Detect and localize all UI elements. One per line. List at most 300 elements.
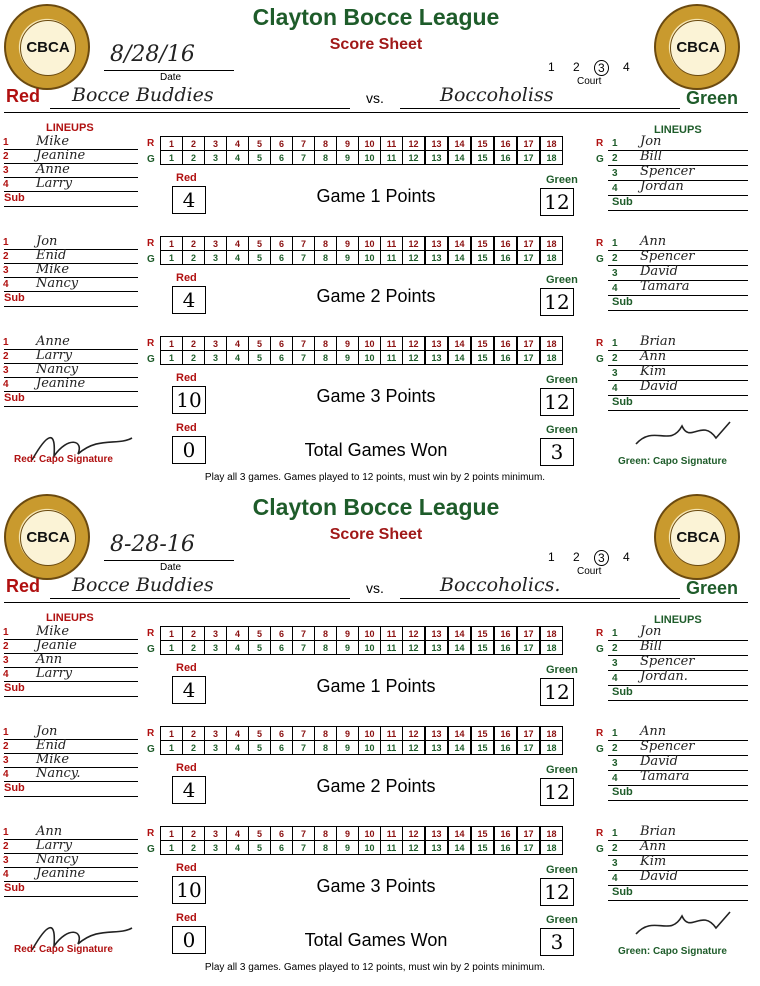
- score-cell[interactable]: 10: [359, 351, 381, 365]
- lineup-line: [4, 163, 138, 164]
- score-cell[interactable]: 17: [517, 741, 540, 755]
- score-cell[interactable]: 18: [540, 741, 563, 755]
- score-cell[interactable]: 3: [205, 641, 227, 655]
- score-cell[interactable]: 12: [403, 627, 426, 641]
- score-cell[interactable]: 9: [337, 827, 359, 841]
- league-title: Clayton Bocce League: [252, 4, 500, 30]
- score-cell[interactable]: 15: [471, 337, 494, 351]
- green-row-label: G: [147, 254, 155, 265]
- score-cell[interactable]: 5: [249, 237, 271, 251]
- score-cell[interactable]: 7: [293, 827, 315, 841]
- lineup-line: [4, 753, 138, 754]
- score-cell[interactable]: 8: [315, 641, 337, 655]
- score-cell[interactable]: 11: [381, 151, 403, 165]
- score-cell[interactable]: 8: [315, 627, 337, 641]
- score-cell[interactable]: 10: [359, 337, 381, 351]
- score-cell[interactable]: 3: [205, 841, 227, 855]
- green-row-label: G: [596, 154, 604, 165]
- score-cell[interactable]: 10: [359, 827, 381, 841]
- red-lineup-number: 1: [3, 337, 9, 348]
- score-cell[interactable]: 17: [517, 351, 540, 365]
- court-number: 3: [594, 60, 609, 76]
- lineup-line: [608, 640, 748, 641]
- score-cell[interactable]: 2: [183, 841, 205, 855]
- green-sub-label: Sub: [612, 396, 633, 408]
- score-cell[interactable]: 6: [271, 627, 293, 641]
- score-cell[interactable]: 11: [381, 841, 403, 855]
- cbca-logo-left: [4, 494, 90, 580]
- red-player-name: Mike: [36, 262, 70, 277]
- score-cell[interactable]: 6: [271, 727, 293, 741]
- score-cell[interactable]: 17: [517, 841, 540, 855]
- score-cell[interactable]: 16: [494, 237, 517, 251]
- score-cell[interactable]: 16: [494, 727, 517, 741]
- red-row-label: R: [147, 828, 155, 839]
- court-number: 1: [548, 550, 555, 564]
- green-player-name: Bill: [640, 149, 663, 164]
- score-cell[interactable]: 8: [315, 337, 337, 351]
- score-cell[interactable]: 15: [471, 251, 494, 265]
- score-cell[interactable]: 14: [448, 641, 471, 655]
- score-cell[interactable]: 15: [471, 151, 494, 165]
- score-cell[interactable]: 18: [540, 137, 563, 151]
- score-cell[interactable]: 4: [227, 827, 249, 841]
- green-player-name: Ann: [640, 234, 667, 249]
- score-cell[interactable]: 6: [271, 251, 293, 265]
- score-cell[interactable]: 1: [161, 841, 183, 855]
- score-cell[interactable]: 13: [425, 251, 448, 265]
- red-sub-label: Sub: [4, 192, 25, 204]
- red-lineup-number: 3: [3, 755, 9, 766]
- score-cell[interactable]: 14: [448, 827, 471, 841]
- score-cell[interactable]: 7: [293, 337, 315, 351]
- game-points-label: Game 2 Points: [316, 286, 436, 306]
- score-cell[interactable]: 8: [315, 741, 337, 755]
- score-cell[interactable]: 13: [425, 151, 448, 165]
- score-cell[interactable]: 3: [205, 151, 227, 165]
- score-cell[interactable]: 6: [271, 351, 293, 365]
- score-cell[interactable]: 11: [381, 337, 403, 351]
- cbca-logo-right: [654, 494, 740, 580]
- score-cell[interactable]: 10: [359, 641, 381, 655]
- score-sheet: [0, 490, 760, 980]
- score-cell[interactable]: 1: [161, 137, 183, 151]
- score-cell[interactable]: 7: [293, 741, 315, 755]
- score-cell[interactable]: 9: [337, 841, 359, 855]
- score-cell[interactable]: 14: [448, 251, 471, 265]
- score-cell[interactable]: 2: [183, 337, 205, 351]
- score-cell[interactable]: 14: [448, 841, 471, 855]
- green-row-label: G: [147, 354, 155, 365]
- score-cell[interactable]: 13: [425, 641, 448, 655]
- score-cell[interactable]: 7: [293, 641, 315, 655]
- green-lineup-number: 4: [612, 673, 618, 684]
- green-capo-signature: [630, 414, 740, 459]
- score-cell[interactable]: 12: [403, 351, 426, 365]
- red-sub-label: Sub: [4, 392, 25, 404]
- score-cell[interactable]: 5: [249, 137, 271, 151]
- score-cell[interactable]: 8: [315, 137, 337, 151]
- red-player-name: Jeanie: [36, 638, 77, 653]
- score-cell[interactable]: 2: [183, 827, 205, 841]
- score-cell[interactable]: 10: [359, 841, 381, 855]
- score-cell[interactable]: 7: [293, 727, 315, 741]
- red-player-name: Nancy: [36, 852, 79, 867]
- score-cell[interactable]: 12: [403, 137, 426, 151]
- score-cell[interactable]: 18: [540, 337, 563, 351]
- score-cell[interactable]: 5: [249, 741, 271, 755]
- score-cell[interactable]: 11: [381, 641, 403, 655]
- score-cell[interactable]: 12: [403, 641, 426, 655]
- score-cell[interactable]: 1: [161, 827, 183, 841]
- score-cell[interactable]: 15: [471, 351, 494, 365]
- score-cell[interactable]: 5: [249, 841, 271, 855]
- score-cell[interactable]: 16: [494, 251, 517, 265]
- score-cell[interactable]: 11: [381, 627, 403, 641]
- score-cell[interactable]: 18: [540, 641, 563, 655]
- score-cell[interactable]: 1: [161, 337, 183, 351]
- score-cell[interactable]: 18: [540, 351, 563, 365]
- score-cell[interactable]: 15: [471, 137, 494, 151]
- score-cell[interactable]: 2: [183, 641, 205, 655]
- score-cell[interactable]: 2: [183, 251, 205, 265]
- score-cell[interactable]: 6: [271, 827, 293, 841]
- green-sig-label: Green: Capo Signature: [618, 946, 727, 957]
- lineup-line: [608, 210, 748, 211]
- green-sub-label: Sub: [612, 686, 633, 698]
- green-player-name: Ann: [640, 724, 667, 739]
- score-cell[interactable]: 1: [161, 727, 183, 741]
- red-row-label: R: [147, 138, 155, 149]
- lineup-line: [608, 800, 748, 801]
- score-cell[interactable]: 14: [448, 151, 471, 165]
- green-lineup-number: 2: [612, 353, 618, 364]
- score-cell[interactable]: 11: [381, 137, 403, 151]
- score-cell[interactable]: 1: [161, 627, 183, 641]
- green-lineup-number: 3: [612, 858, 618, 869]
- green-sig-label: Green: Capo Signature: [618, 456, 727, 467]
- score-cell[interactable]: 6: [271, 741, 293, 755]
- score-cell[interactable]: 17: [517, 827, 540, 841]
- score-cell[interactable]: 9: [337, 151, 359, 165]
- score-cell[interactable]: 9: [337, 741, 359, 755]
- score-cell[interactable]: 3: [205, 741, 227, 755]
- score-cell[interactable]: 3: [205, 251, 227, 265]
- green-lineup-number: 1: [612, 728, 618, 739]
- score-cell[interactable]: 17: [517, 237, 540, 251]
- red-player-name: Ann: [36, 652, 63, 667]
- score-cell[interactable]: 6: [271, 641, 293, 655]
- court-number: 4: [623, 60, 630, 74]
- score-cell[interactable]: 14: [448, 337, 471, 351]
- red-game-score: 4: [172, 186, 206, 214]
- red-lineup-number: 2: [3, 251, 9, 262]
- score-cell[interactable]: 17: [517, 151, 540, 165]
- score-cell[interactable]: 16: [494, 641, 517, 655]
- score-cell[interactable]: 11: [381, 727, 403, 741]
- lineup-line: [4, 796, 138, 797]
- score-cell[interactable]: 9: [337, 727, 359, 741]
- score-cell[interactable]: 5: [249, 251, 271, 265]
- score-cell[interactable]: 10: [359, 741, 381, 755]
- score-cell[interactable]: 9: [337, 351, 359, 365]
- score-cell[interactable]: 5: [249, 151, 271, 165]
- red-lineup-number: 4: [3, 279, 9, 290]
- score-cell[interactable]: 10: [359, 727, 381, 741]
- game-points-label: Game 2 Points: [316, 776, 436, 796]
- score-cell[interactable]: 4: [227, 351, 249, 365]
- score-cell[interactable]: 12: [403, 251, 426, 265]
- score-cell[interactable]: 14: [448, 137, 471, 151]
- score-cell[interactable]: 13: [425, 351, 448, 365]
- score-cell[interactable]: 17: [517, 251, 540, 265]
- score-cell[interactable]: 14: [448, 727, 471, 741]
- score-cell[interactable]: 2: [183, 627, 205, 641]
- score-cell[interactable]: 4: [227, 841, 249, 855]
- score-cell[interactable]: 7: [293, 237, 315, 251]
- score-cell[interactable]: 7: [293, 151, 315, 165]
- court-number: 4: [623, 550, 630, 564]
- red-total-label: Red: [176, 912, 197, 924]
- score-cell[interactable]: 16: [494, 841, 517, 855]
- score-cell[interactable]: 9: [337, 337, 359, 351]
- rules-text: Play all 3 games. Games played to 12 points, must win by 2 points minimum.: [204, 472, 546, 483]
- score-cell[interactable]: 9: [337, 137, 359, 151]
- green-lineup-number: 3: [612, 658, 618, 669]
- score-cell[interactable]: 18: [540, 251, 563, 265]
- score-cell[interactable]: 6: [271, 151, 293, 165]
- score-cell[interactable]: 10: [359, 237, 381, 251]
- score-cell[interactable]: 16: [494, 137, 517, 151]
- score-cell[interactable]: 1: [161, 641, 183, 655]
- score-cell[interactable]: 6: [271, 337, 293, 351]
- score-cell[interactable]: 16: [494, 827, 517, 841]
- score-cell[interactable]: 12: [403, 237, 426, 251]
- score-cell[interactable]: 9: [337, 627, 359, 641]
- score-cell[interactable]: 8: [315, 237, 337, 251]
- score-cell[interactable]: 9: [337, 251, 359, 265]
- score-cell[interactable]: 3: [205, 727, 227, 741]
- score-cell[interactable]: 1: [161, 351, 183, 365]
- score-cell[interactable]: 11: [381, 351, 403, 365]
- green-player-name: Tamara: [640, 769, 690, 784]
- green-game-score: 12: [540, 678, 574, 706]
- cbca-logo-left: [4, 4, 90, 90]
- red-games-won: 0: [172, 926, 206, 954]
- score-cell[interactable]: 11: [381, 237, 403, 251]
- red-score-label: Red: [176, 762, 197, 774]
- score-cell[interactable]: 15: [471, 727, 494, 741]
- score-cell[interactable]: 5: [249, 351, 271, 365]
- score-cell[interactable]: 12: [403, 337, 426, 351]
- score-cell[interactable]: 11: [381, 741, 403, 755]
- score-cell[interactable]: 13: [425, 237, 448, 251]
- score-cell[interactable]: 5: [249, 827, 271, 841]
- score-cell[interactable]: 18: [540, 151, 563, 165]
- score-cell[interactable]: 12: [403, 727, 426, 741]
- red-player-name: Larry: [36, 838, 73, 853]
- score-cell[interactable]: 7: [293, 627, 315, 641]
- green-score-label: Green: [546, 274, 578, 286]
- score-cell[interactable]: 15: [471, 641, 494, 655]
- score-cell[interactable]: 5: [249, 727, 271, 741]
- score-cell[interactable]: 17: [517, 137, 540, 151]
- score-cell[interactable]: 9: [337, 641, 359, 655]
- score-cell[interactable]: 5: [249, 337, 271, 351]
- score-cell[interactable]: 4: [227, 727, 249, 741]
- green-lineup-number: 1: [612, 238, 618, 249]
- green-lineup-number: 1: [612, 338, 618, 349]
- score-cell[interactable]: 13: [425, 727, 448, 741]
- red-player-name: Enid: [36, 248, 67, 263]
- score-cell[interactable]: 8: [315, 251, 337, 265]
- green-capo-signature: [630, 904, 740, 949]
- green-total-label: Green: [546, 914, 578, 926]
- green-player-name: Spencer: [640, 249, 695, 264]
- score-cell[interactable]: 4: [227, 151, 249, 165]
- score-cell[interactable]: 7: [293, 137, 315, 151]
- score-cell[interactable]: 13: [425, 137, 448, 151]
- score-cell[interactable]: 17: [517, 641, 540, 655]
- green-lineups-label: LINEUPS: [654, 124, 702, 136]
- score-cell[interactable]: 16: [494, 627, 517, 641]
- red-player-name: Anne: [36, 162, 70, 177]
- score-cell[interactable]: 8: [315, 151, 337, 165]
- score-cell[interactable]: 13: [425, 337, 448, 351]
- score-cell[interactable]: 1: [161, 151, 183, 165]
- score-cell[interactable]: 6: [271, 237, 293, 251]
- score-cell[interactable]: 16: [494, 351, 517, 365]
- score-cell[interactable]: 6: [271, 137, 293, 151]
- red-lineup-number: 4: [3, 769, 9, 780]
- score-cell[interactable]: 1: [161, 237, 183, 251]
- green-player-name: Ann: [640, 349, 667, 364]
- score-cell[interactable]: 18: [540, 627, 563, 641]
- score-cell[interactable]: 9: [337, 237, 359, 251]
- score-cell[interactable]: 17: [517, 337, 540, 351]
- score-cell[interactable]: 3: [205, 827, 227, 841]
- score-cell[interactable]: 14: [448, 627, 471, 641]
- score-cell[interactable]: 12: [403, 741, 426, 755]
- score-cell[interactable]: 16: [494, 337, 517, 351]
- score-cell[interactable]: 8: [315, 351, 337, 365]
- score-cell[interactable]: 1: [161, 251, 183, 265]
- score-cell[interactable]: 13: [425, 741, 448, 755]
- score-cell[interactable]: 3: [205, 237, 227, 251]
- game-points-label: Game 1 Points: [316, 676, 436, 696]
- header-rule: [4, 602, 748, 603]
- score-cell[interactable]: 15: [471, 237, 494, 251]
- score-cell[interactable]: 3: [205, 137, 227, 151]
- score-cell[interactable]: 8: [315, 841, 337, 855]
- score-cell[interactable]: 14: [448, 741, 471, 755]
- red-lineup-number: 2: [3, 741, 9, 752]
- score-cell[interactable]: 4: [227, 741, 249, 755]
- lineup-line: [608, 855, 748, 856]
- score-cell[interactable]: 18: [540, 237, 563, 251]
- green-row-label: G: [596, 354, 604, 365]
- score-cell[interactable]: 12: [403, 841, 426, 855]
- score-cell[interactable]: 8: [315, 827, 337, 841]
- red-lineup-number: 3: [3, 655, 9, 666]
- score-cell[interactable]: 3: [205, 351, 227, 365]
- green-player-name: Jon: [640, 134, 662, 149]
- score-cell[interactable]: 2: [183, 351, 205, 365]
- score-cell[interactable]: 16: [494, 741, 517, 755]
- score-cell[interactable]: 5: [249, 627, 271, 641]
- score-cell[interactable]: 14: [448, 351, 471, 365]
- score-cell[interactable]: 16: [494, 151, 517, 165]
- score-cell[interactable]: 10: [359, 151, 381, 165]
- green-sub-label: Sub: [612, 296, 633, 308]
- score-cell[interactable]: 11: [381, 251, 403, 265]
- score-cell[interactable]: 2: [183, 137, 205, 151]
- score-cell[interactable]: 2: [183, 151, 205, 165]
- lineup-line: [608, 700, 748, 701]
- score-cell[interactable]: 4: [227, 641, 249, 655]
- score-cell[interactable]: 4: [227, 237, 249, 251]
- score-cell[interactable]: 3: [205, 627, 227, 641]
- green-player-name: Spencer: [640, 164, 695, 179]
- score-cell[interactable]: 7: [293, 351, 315, 365]
- score-cell[interactable]: 4: [227, 251, 249, 265]
- court-number: 2: [573, 60, 580, 74]
- green-player-name: Kim: [640, 364, 667, 379]
- score-cell[interactable]: 2: [183, 237, 205, 251]
- red-player-name: Larry: [36, 348, 73, 363]
- score-cell[interactable]: 15: [471, 627, 494, 641]
- red-player-name: Larry: [36, 176, 73, 191]
- score-cell[interactable]: 4: [227, 337, 249, 351]
- score-cell[interactable]: 5: [249, 641, 271, 655]
- red-row-label: R: [147, 338, 155, 349]
- score-cell[interactable]: 13: [425, 827, 448, 841]
- score-cell[interactable]: 17: [517, 627, 540, 641]
- score-cell[interactable]: 12: [403, 151, 426, 165]
- score-cell[interactable]: 2: [183, 727, 205, 741]
- score-cell[interactable]: 10: [359, 627, 381, 641]
- red-sig-label: Red: Capo Signature: [14, 454, 113, 465]
- score-cell[interactable]: 10: [359, 137, 381, 151]
- score-cell[interactable]: 13: [425, 841, 448, 855]
- score-cell[interactable]: 3: [205, 337, 227, 351]
- score-cell[interactable]: 2: [183, 741, 205, 755]
- green-row-label: G: [147, 154, 155, 165]
- score-cell[interactable]: 4: [227, 627, 249, 641]
- score-cell[interactable]: 15: [471, 827, 494, 841]
- score-cell[interactable]: 18: [540, 727, 563, 741]
- score-cell[interactable]: 7: [293, 251, 315, 265]
- red-lineup-number: 3: [3, 855, 9, 866]
- score-cell[interactable]: 8: [315, 727, 337, 741]
- green-row-label: G: [596, 644, 604, 655]
- score-cell[interactable]: 1: [161, 741, 183, 755]
- score-cell[interactable]: 6: [271, 841, 293, 855]
- score-cell[interactable]: 14: [448, 237, 471, 251]
- score-cell[interactable]: 13: [425, 627, 448, 641]
- court-label: Court: [577, 566, 602, 577]
- score-cell[interactable]: 11: [381, 827, 403, 841]
- score-cell[interactable]: 7: [293, 841, 315, 855]
- score-cell[interactable]: 18: [540, 827, 563, 841]
- score-cell[interactable]: 12: [403, 827, 426, 841]
- score-cell[interactable]: 15: [471, 841, 494, 855]
- score-cell[interactable]: 4: [227, 137, 249, 151]
- score-cell[interactable]: 18: [540, 841, 563, 855]
- score-cell[interactable]: 17: [517, 727, 540, 741]
- score-cell[interactable]: 10: [359, 251, 381, 265]
- score-cell[interactable]: 15: [471, 741, 494, 755]
